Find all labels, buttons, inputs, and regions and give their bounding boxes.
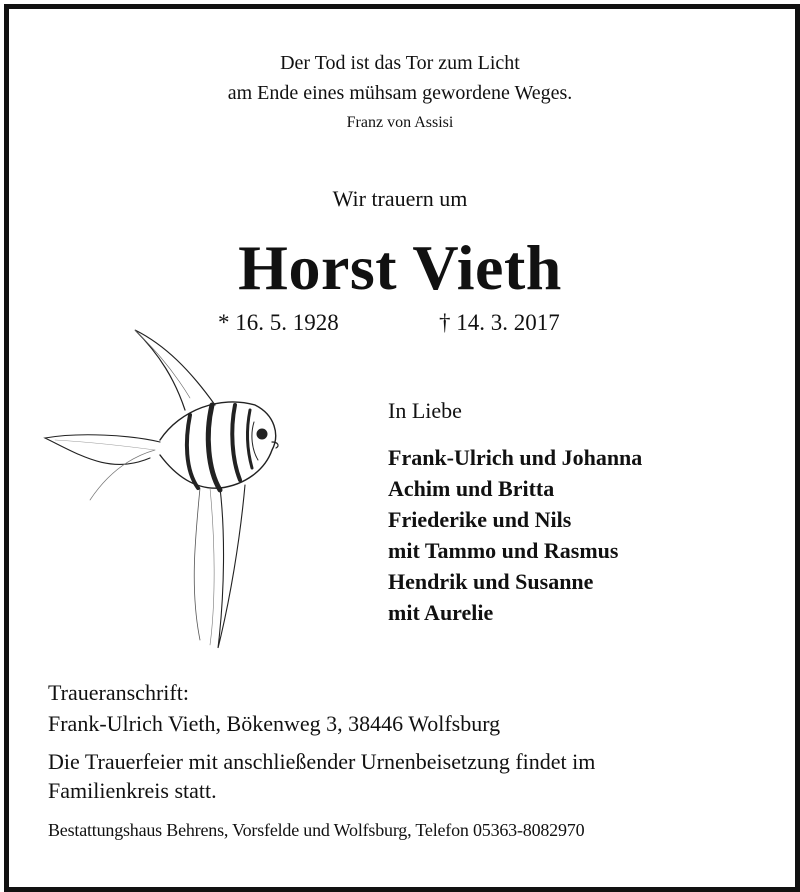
ceremony-notice <box>48 747 768 805</box>
family-member: Frank-Ulrich und Johanna <box>388 445 643 470</box>
family-member: Hendrik und Susanne <box>388 569 594 594</box>
family-member: mit Aurelie <box>388 600 494 625</box>
quote-author: Franz von Assisi <box>346 114 454 131</box>
mourning-intro: Wir trauern um <box>332 186 468 211</box>
ceremony-line-2: Familienkreis statt. <box>48 778 217 803</box>
mourning-address <box>48 677 500 739</box>
ceremony-line-1: Die Trauerfeier mit anschließender Urnenbeisetzung findet im <box>48 749 596 774</box>
family-member: Achim und Britta <box>388 476 555 501</box>
funeral-home-contact: Bestattungshaus Behrens, Vorsfelde und Wolfsburg, Telefon 05363-8082970 <box>48 820 585 840</box>
family-intro: In Liebe <box>388 398 462 423</box>
deceased-name: Horst Vieth <box>238 232 562 303</box>
death-date: † 14. 3. 2017 <box>439 310 560 335</box>
quote-line-1: Der Tod ist das Tor zum Licht <box>280 52 520 74</box>
family-member: Friederike und Nils <box>388 507 572 532</box>
quote-line-2: am Ende eines mühsam gewordene Weges. <box>227 82 573 104</box>
angelfish-illustration <box>40 310 340 655</box>
quote <box>0 48 800 108</box>
family-list <box>388 442 642 628</box>
family-member: mit Tammo und Rasmus <box>388 538 619 563</box>
address-text: Frank-Ulrich Vieth, Bökenweg 3, 38446 Wolfsburg <box>48 711 501 736</box>
birth-date: * 16. 5. 1928 <box>218 310 339 335</box>
address-label: Traueranschrift: <box>48 680 189 705</box>
